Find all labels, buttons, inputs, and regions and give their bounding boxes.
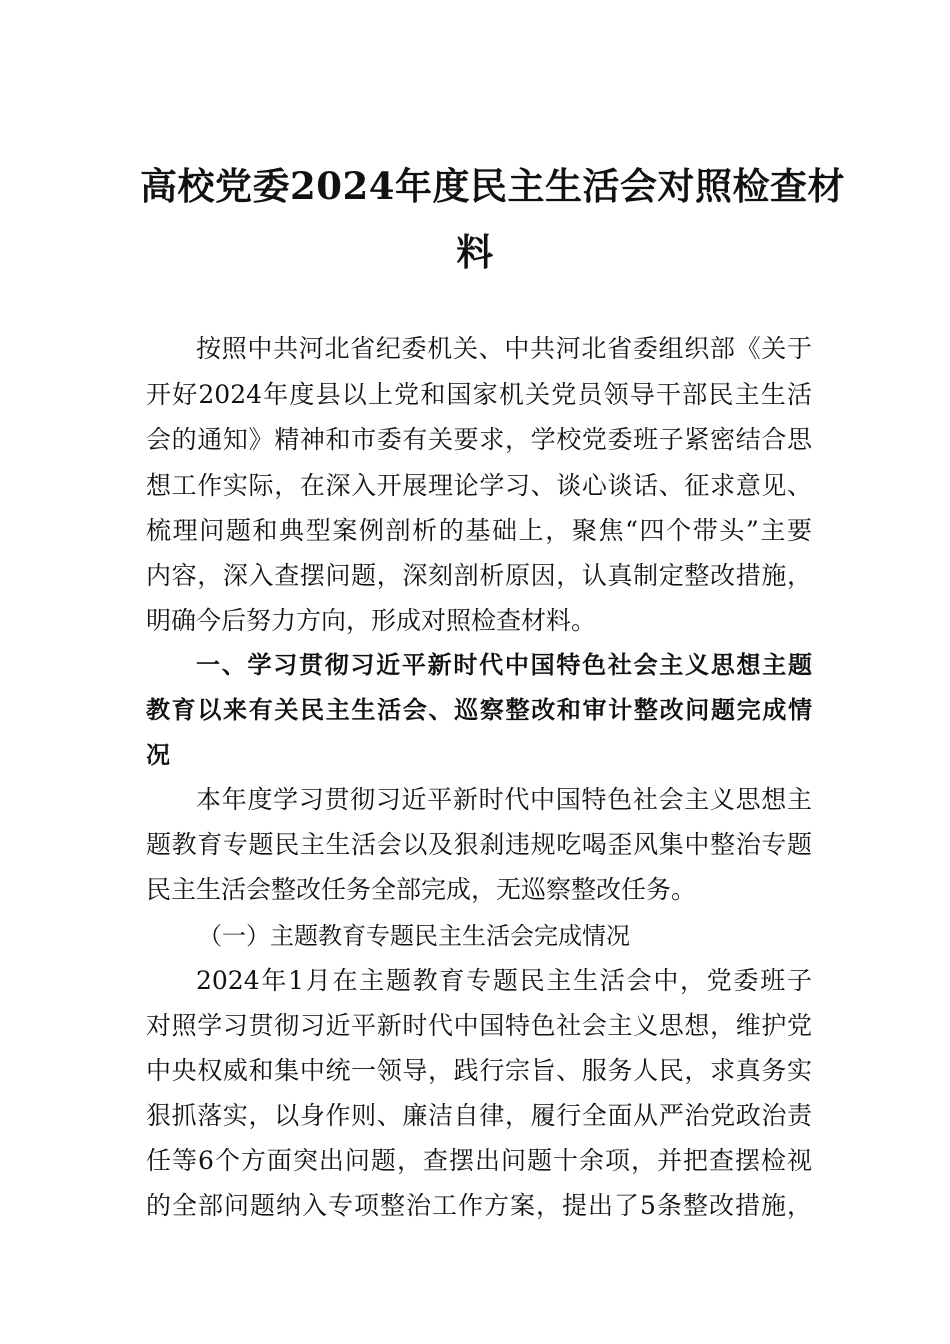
section-1-paragraph-line: 本年度学习贯彻习近平新时代中国特色社会主义思想主 bbox=[196, 785, 812, 814]
subsection-1-paragraph-line: 的全部问题纳入专项整治工作方案，提出了5条整改措施， bbox=[146, 1191, 812, 1220]
subsection-1-paragraph-line: 任等6个方面突出问题，查摆出问题十余项，并把查摆检视 bbox=[146, 1146, 812, 1175]
intro-line: 会的通知》精神和市委有关要求，学校党委班子紧密结合思 bbox=[146, 425, 812, 454]
section-1-heading-line: 一、学习贯彻习近平新时代中国特色社会主义思想主题 bbox=[196, 651, 812, 679]
document-title-line-2: 料 bbox=[456, 230, 494, 274]
section-1-paragraph-line: 民主生活会整改任务全部完成，无巡察整改任务。 bbox=[146, 875, 697, 904]
intro-line: 梳理问题和典型案例剖析的基础上，聚焦“四个带头”主要 bbox=[146, 516, 812, 545]
intro-line: 想工作实际，在深入开展理论学习、谈心谈话、征求意见、 bbox=[146, 471, 812, 500]
section-1-heading-line: 况 bbox=[146, 741, 170, 769]
subsection-1-paragraph-line: 对照学习贯彻习近平新时代中国特色社会主义思想，维护党 bbox=[146, 1011, 812, 1040]
intro-line: 明确今后努力方向，形成对照检查材料。 bbox=[146, 606, 597, 635]
intro-line: 内容，深入查摆问题，深刻剖析原因，认真制定整改措施， bbox=[146, 561, 812, 590]
section-1-paragraph-line: 题教育专题民主生活会以及狠刹违规吃喝歪风集中整治专题 bbox=[146, 830, 812, 859]
subsection-1-heading: （一）主题教育专题民主生活会完成情况 bbox=[198, 922, 630, 950]
document-title-line-1: 高校党委2024年度民主生活会对照检查材 bbox=[140, 164, 845, 208]
section-1-heading-line: 教育以来有关民主生活会、巡察整改和审计整改问题完成情 bbox=[146, 696, 812, 724]
intro-line: 按照中共河北省纪委机关、中共河北省委组织部《关于 bbox=[196, 334, 812, 363]
subsection-1-paragraph-line: 2024年1月在主题教育专题民主生活会中，党委班子 bbox=[196, 966, 812, 995]
subsection-1-paragraph-line: 中央权威和集中统一领导，践行宗旨、服务人民，求真务实 bbox=[146, 1056, 812, 1085]
intro-line: 开好2024年度县以上党和国家机关党员领导干部民主生活 bbox=[146, 380, 812, 409]
subsection-1-paragraph-line: 狠抓落实，以身作则、廉洁自律，履行全面从严治党政治责 bbox=[146, 1101, 812, 1130]
